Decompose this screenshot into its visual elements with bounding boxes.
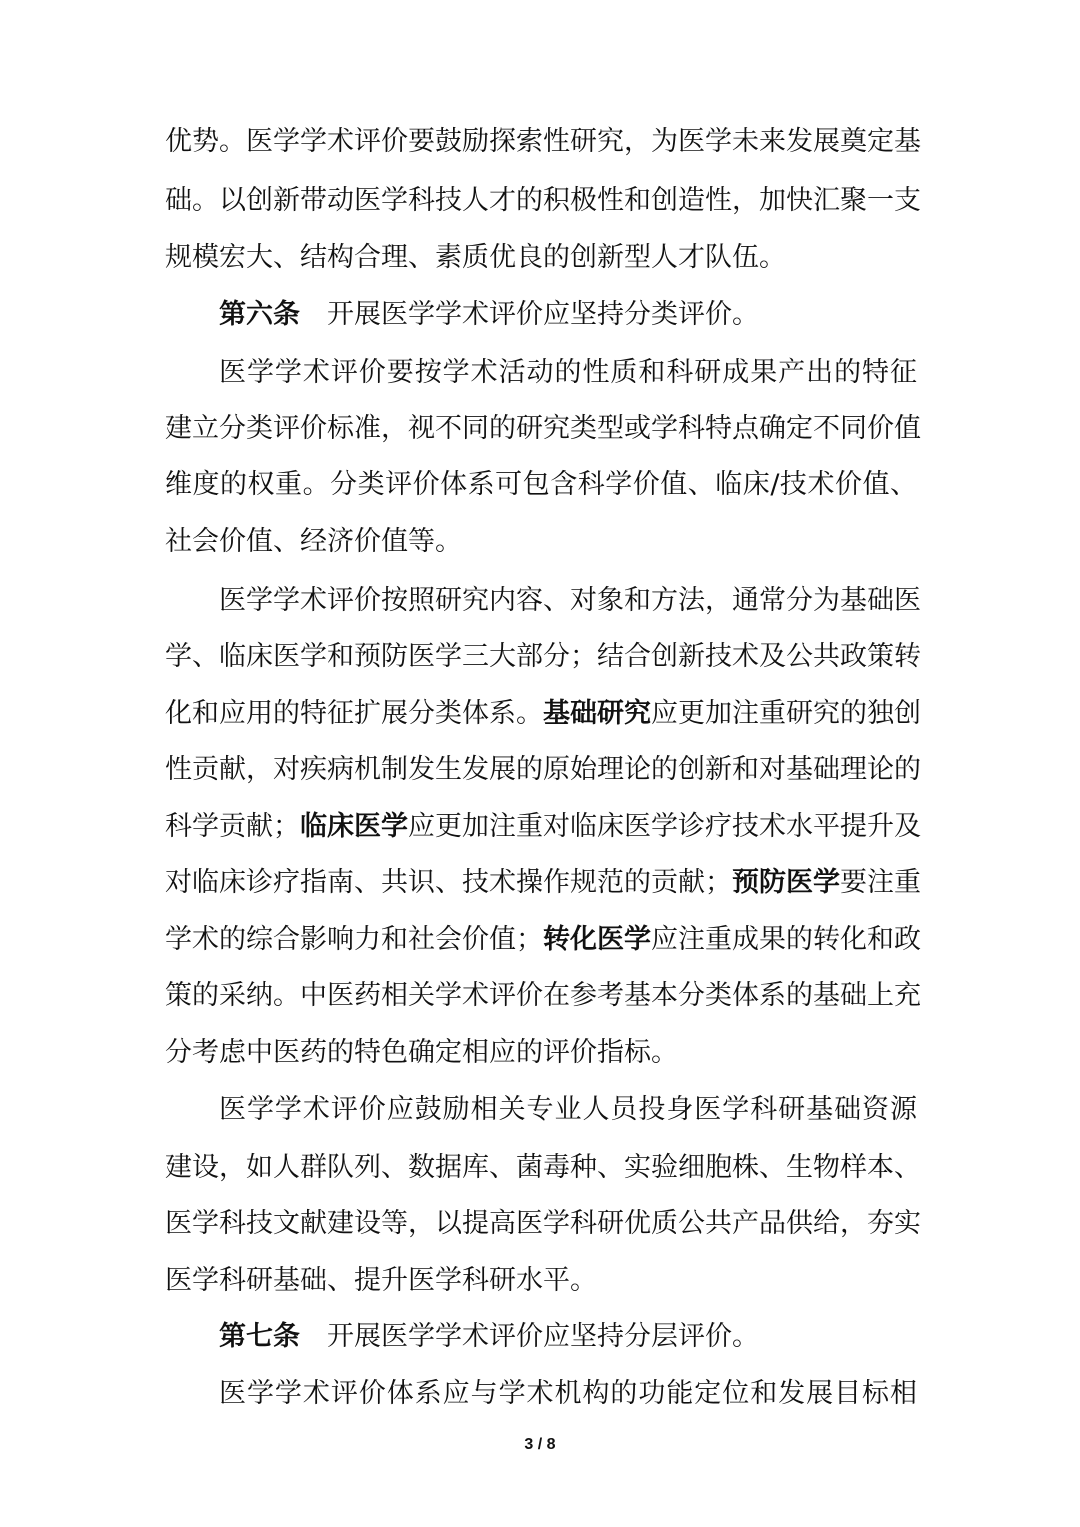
- paragraph-line: 规模宏大、结构合理、素质优良的创新型人才队伍。: [165, 242, 786, 273]
- paragraph-line: 科学贡献；临床医学应更加注重对临床医学诊疗技术水平提升及: [165, 811, 921, 842]
- page-number: 3 / 8: [524, 1436, 556, 1453]
- paragraph-line: 优势。医学学术评价要鼓励探索性研究，为医学未来发展奠定基: [165, 126, 921, 157]
- paragraph-line: 学、临床医学和预防医学三大部分；结合创新技术及公共政策转: [165, 641, 921, 672]
- article-label: 第六条: [219, 299, 300, 330]
- article-title: 开展医学学术评价应坚持分层评价。: [327, 1321, 759, 1352]
- emphasis-term: 基础研究: [543, 698, 651, 729]
- paragraph-line: 策的采纳。中医药相关学术评价在参考基本分类体系的基础上充: [165, 980, 921, 1011]
- article-heading: [219, 296, 917, 334]
- paragraph-line: 医学科技文献建设等，以提高医学科研优质公共产品供给，夯实: [165, 1208, 921, 1239]
- paragraph-line: 维度的权重。分类评价体系可包含科学价值、临床/技术价值、: [165, 469, 917, 500]
- paragraph-line: 分考虑中医药的特色确定相应的评价指标。: [165, 1037, 678, 1068]
- paragraph-line: 对临床诊疗指南、共识、技术操作规范的贡献；预防医学要注重: [165, 867, 921, 898]
- paragraph-line: 医学学术评价应鼓励相关专业人员投身医学科研基础资源: [219, 1094, 917, 1125]
- emphasis-term: 预防医学: [732, 867, 840, 898]
- paragraph-line: 性贡献，对疾病机制发生发展的原始理论的创新和对基础理论的: [165, 754, 921, 785]
- article-label: 第七条: [219, 1321, 300, 1352]
- paragraph-line: 医学学术评价按照研究内容、对象和方法，通常分为基础医: [219, 585, 921, 616]
- paragraph-line: 社会价值、经济价值等。: [165, 526, 462, 557]
- emphasis-term: 转化医学: [543, 924, 651, 955]
- article-heading: [219, 1318, 917, 1356]
- emphasis-term: 临床医学: [300, 811, 408, 842]
- paragraph-line: 医学学术评价体系应与学术机构的功能定位和发展目标相: [219, 1378, 917, 1409]
- article-title: 开展医学学术评价应坚持分类评价。: [327, 299, 759, 330]
- paragraph-line: 医学学术评价要按学术活动的性质和科研成果产出的特征: [219, 357, 917, 388]
- paragraph-line: 建设，如人群队列、数据库、菌毒种、实验细胞株、生物样本、: [165, 1152, 921, 1183]
- paragraph-line: 化和应用的特征扩展分类体系。基础研究应更加注重研究的独创: [165, 698, 921, 729]
- paragraph-line: 医学科研基础、提升医学科研水平。: [165, 1265, 597, 1296]
- paragraph-line: 建立分类评价标准，视不同的研究类型或学科特点确定不同价值: [165, 413, 921, 444]
- paragraph-line: 学术的综合影响力和社会价值；转化医学应注重成果的转化和政: [165, 924, 921, 955]
- paragraph-line: 础。以创新带动医学科技人才的积极性和创造性，加快汇聚一支: [165, 185, 921, 216]
